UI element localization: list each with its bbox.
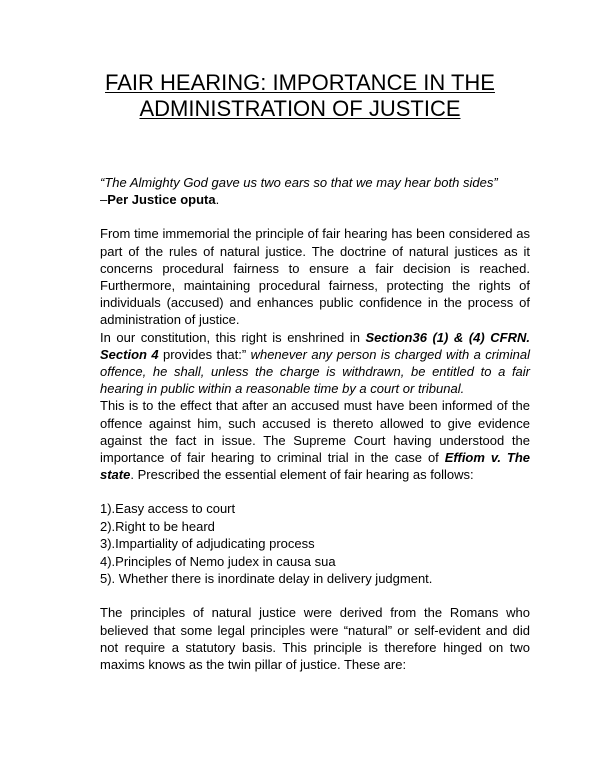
quote-text: “The Almighty God gave us two ears so that we may hear both sides” (100, 175, 498, 190)
paragraph-3 (100, 397, 530, 483)
list-item: 5). Whether there is inordinate delay in delivery judgment. (100, 571, 433, 587)
paragraph-4: The principles of natural justice were derived from the Romans who believed that some legal principles were “natural” or self-evident and did not require a statutory basis. This principle is therefore hinged on two maxims knows as the twin pillar of justice. These are: (100, 605, 530, 673)
title-line-2: ADMINISTRATION OF JUSTICE (139, 96, 461, 121)
document-body (100, 174, 530, 673)
paragraph-2 (100, 329, 530, 398)
paragraph-1: From time immemorial the principle of fair hearing has been considered as part of the rules of natural justice. The doctrine of natural justices as it concerns procedural fairness to ensure a fair decision is reached. Furthermore, maintaining procedural fairness, protecting the rights of individuals (accused) and enhances public confidence in the process of administration of justice. (100, 226, 530, 328)
para2-quote: whenever any person is charged with a criminal offence, he shall, unless the charge is withdrawn, be entitled to a fair hearing in public within a reasonable time by a court or tribunal. (100, 346, 530, 397)
para3-case-name: Effiom v. The state (100, 450, 530, 483)
quote-end: . (215, 192, 220, 208)
para2-ref-section36: Section36 (1) & (4) CFRN. (365, 329, 530, 345)
title-line-1: FAIR HEARING: IMPORTANCE IN THE (105, 70, 495, 95)
opening-quote (100, 174, 530, 208)
list-item: 4).Principles of Nemo judex in causa sua (100, 553, 336, 569)
para2-lead: In our constitution, this right is enshrined in (100, 329, 366, 345)
quote-dash: – (100, 192, 108, 208)
list-item: 2).Right to be heard (100, 518, 215, 534)
quote-attribution: Per Justice oputa (107, 192, 216, 208)
para2-mid: provides that:” (158, 346, 251, 362)
fair-hearing-elements-list (100, 500, 530, 587)
list-item: 1).Easy access to court (100, 501, 236, 517)
para3-tail: . Prescribed the essential element of fair hearing as follows: (130, 467, 474, 483)
list-item: 3).Impartiality of adjudicating process (100, 536, 315, 552)
document-title (60, 70, 540, 122)
para2-ref-section4: Section 4 (100, 346, 159, 362)
para3-lead: This is to the effect that after an accused must have been informed of the offence against him, such accused is thereto allowed to give evidence against the fact in issue. The Supreme Court having understood the importance of fair hearing to criminal trial in the case of (100, 398, 530, 466)
